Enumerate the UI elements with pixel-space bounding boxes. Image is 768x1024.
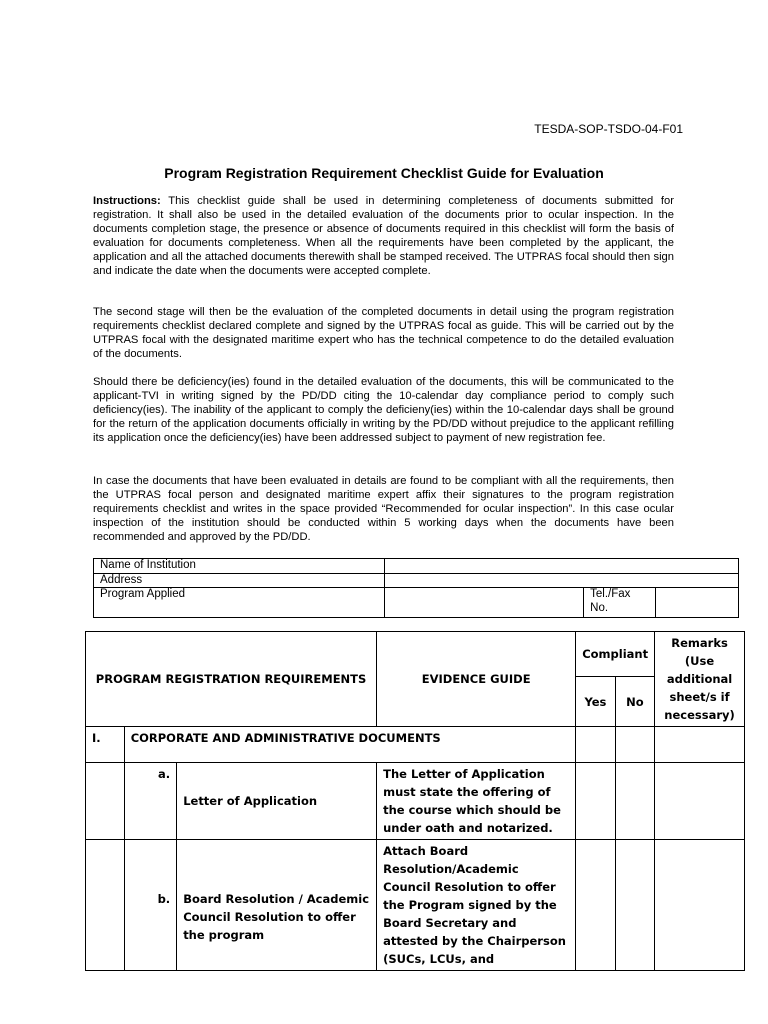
info-row-program (94, 588, 739, 618)
tel-fax-field[interactable] (656, 588, 739, 618)
program-applied-field[interactable] (384, 588, 584, 618)
row-evidence: The Letter of Application must state the offering of the course which should be under oath and notarized. (377, 763, 576, 840)
row-letter: b. (124, 840, 177, 971)
checkbox-no[interactable] (615, 840, 654, 971)
name-of-institution-field[interactable] (384, 559, 738, 574)
remarks-cell[interactable] (655, 727, 745, 763)
paragraph-deficiencies: Should there be deficiency(ies) found in the detailed evaluation of the documents, this will be communicated to the applicant-TVI in writing signed by the PD/DD citing the 10-calendar day compliance period to comply such deficiency(ies). The inability of the applicant to comply the deficieny(ies) within the 10-calendar days shall be ground for the return of the application documents officially in writing by the PD/DD without prejudice to the applicant refilling its application once the deficiency(ies) have been addressed subject to payment of new registration fee. (93, 376, 674, 444)
col-header-no: No (615, 677, 654, 727)
checkbox-yes[interactable] (576, 840, 615, 971)
name-of-institution-label: Name of Institution (94, 559, 385, 574)
checkbox-no[interactable] (615, 727, 654, 763)
tel-fax-label: Tel./Fax No. (584, 588, 656, 618)
checkbox-no[interactable] (615, 763, 654, 840)
info-row-address (94, 573, 739, 588)
section-title: CORPORATE AND ADMINISTRATIVE DOCUMENTS (124, 727, 576, 763)
table-row (86, 763, 745, 840)
row-letter: a. (124, 763, 177, 840)
document-code: TESDA-SOP-TSDO-04-F01 (534, 122, 683, 136)
institution-info-table (93, 558, 739, 618)
header-row (86, 632, 745, 677)
col-header-requirements: PROGRAM REGISTRATION REQUIREMENTS (86, 632, 377, 727)
col-header-compliant: Compliant (576, 632, 655, 677)
col-header-remarks: Remarks (Use additional sheet/s if necessary) (655, 632, 745, 727)
section-number: I. (86, 727, 125, 763)
address-field[interactable] (384, 573, 738, 588)
instructions-paragraph (93, 195, 674, 278)
row-requirement: Board Resolution / Academic Council Resolution to offer the program (177, 840, 377, 971)
remarks-cell[interactable] (655, 840, 745, 971)
document-title: Program Registration Requirement Checklist Guide for Evaluation (164, 165, 604, 181)
table-row (86, 840, 745, 971)
col-header-evidence: EVIDENCE GUIDE (377, 632, 576, 727)
paragraph-text: This checklist guide shall be used in determining completeness of documents submitted for registration. It shall also be used in the detailed evaluation of the documents prior to ocular inspection. In the documents completion stage, the presence or absence of documents required in this checklist will form the basis of evaluation for documents completeness. When all the requirements have been completed by the applicant, the application and all the attached documents therewith shall be stamped received. The UTPRAS focal should then sign and indicate the date when the documents were accepted complete. (93, 195, 674, 277)
program-applied-label: Program Applied (94, 588, 385, 618)
checkbox-yes[interactable] (576, 727, 615, 763)
col-header-yes: Yes (576, 677, 615, 727)
paragraph-second-stage: The second stage will then be the evaluation of the completed documents in detail using the program registration requirements checklist declared complete and signed by the UTPRAS focal as guide. This will be carried out by the UTPRAS focal with the designated maritime expert who has the technical competence to do the detailed evaluation of the documents. (93, 306, 674, 360)
checkbox-yes[interactable] (576, 763, 615, 840)
section-row (86, 727, 745, 763)
paragraph-compliant: In case the documents that have been evaluated in details are found to be compliant with all the requirements, then the UTPRAS focal person and designated maritime expert affix their signatures to the program registration requirements checklist and writes in the space provided “Recommended for ocular inspection”. In this case ocular inspection of the institution should be conducted within 5 working days when the documents have been recommended and approved by the PD/DD. (93, 475, 674, 543)
row-evidence: Attach Board Resolution/Academic Council Resolution to offer the Program signed by the Board Secretary and attested by the Chairperson (SUCs, LCUs, and (377, 840, 576, 971)
instructions-label: Instructions: (93, 195, 161, 207)
remarks-cell[interactable] (655, 763, 745, 840)
row-requirement: Letter of Application (177, 763, 377, 840)
address-label: Address (94, 573, 385, 588)
info-row-name (94, 559, 739, 574)
requirements-table (85, 631, 745, 971)
